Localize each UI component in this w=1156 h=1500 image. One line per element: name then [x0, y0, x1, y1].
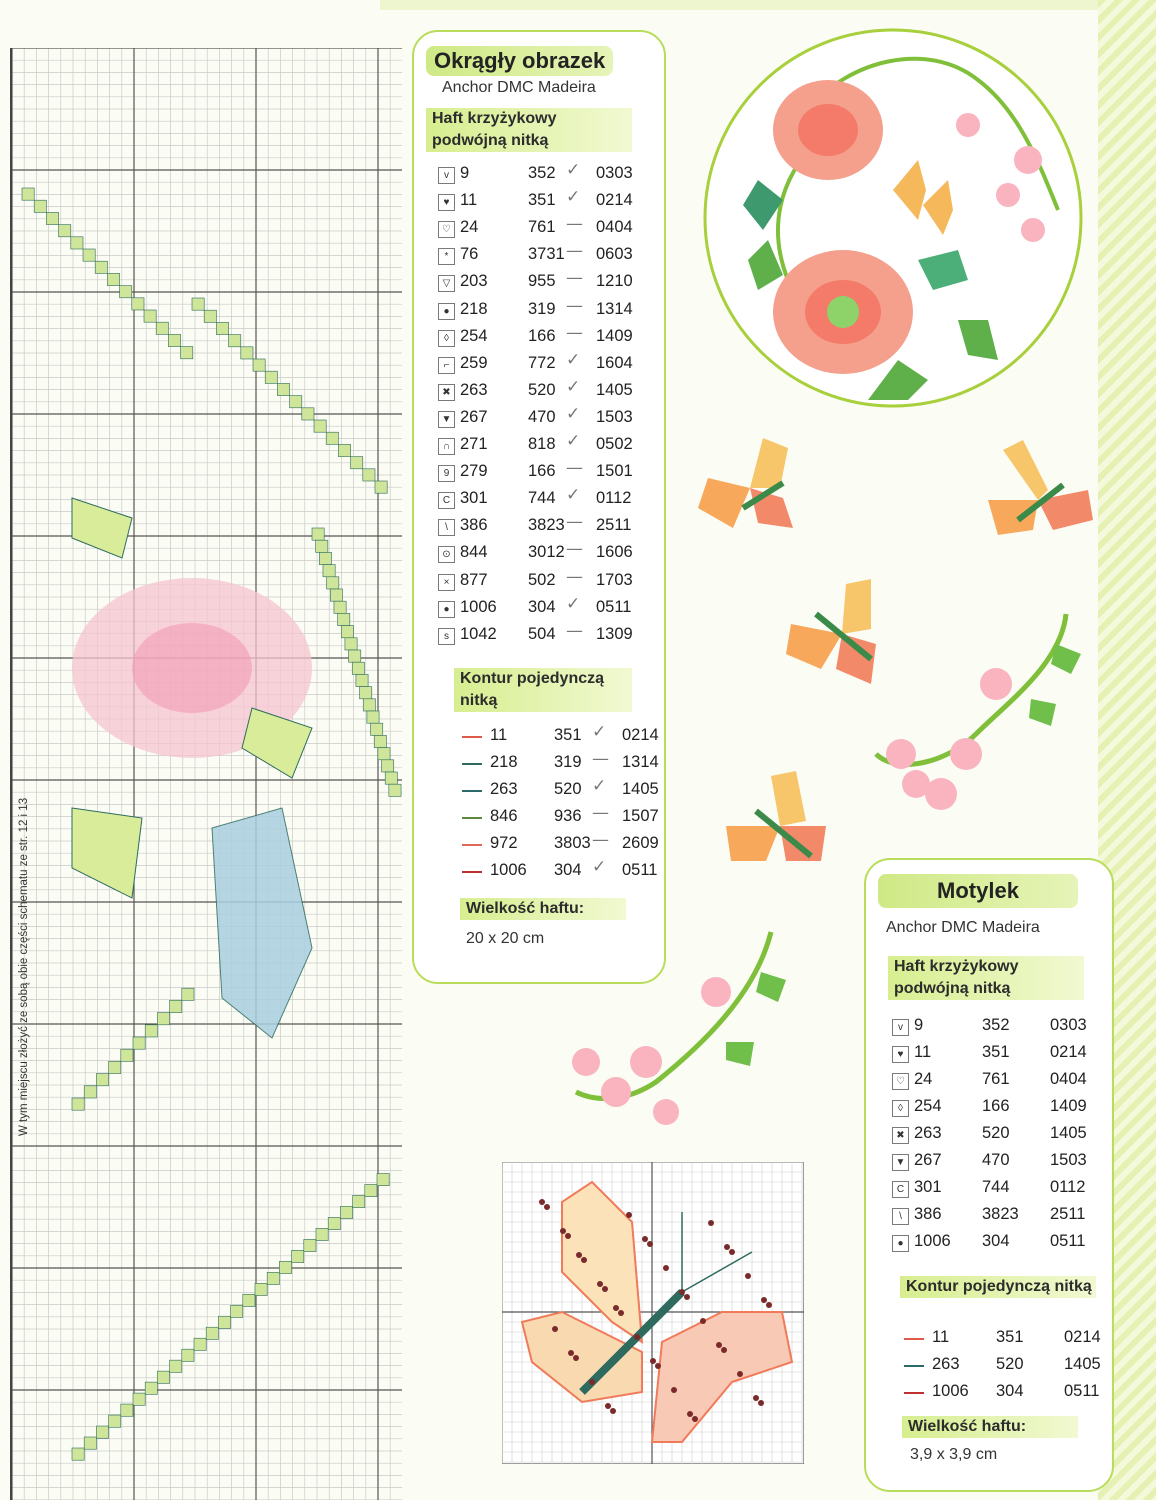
top-decor-strip	[380, 0, 1156, 10]
dmc-code: 520	[554, 780, 582, 798]
madeira-code: 0511	[622, 861, 658, 879]
madeira-code: 1314	[596, 299, 633, 318]
outline-row	[462, 857, 672, 887]
symbol-swatch: ●	[892, 1235, 909, 1252]
outline-row	[462, 722, 672, 752]
anchor-code: 11	[460, 191, 478, 210]
outline-row	[462, 776, 672, 806]
legend-row	[892, 1043, 1092, 1069]
legend-row	[438, 241, 638, 271]
madeira-code: 0603	[596, 245, 633, 264]
check-mark: —	[592, 830, 609, 850]
madeira-code: 2609	[622, 834, 659, 852]
anchor-code: 301	[460, 489, 488, 508]
legend-row	[438, 160, 638, 190]
dmc-code: 818	[528, 435, 556, 453]
anchor-code: 9	[914, 1016, 924, 1034]
legend-row	[438, 322, 638, 353]
dmc-code: 351	[982, 1043, 1010, 1061]
madeira-code: 0214	[1064, 1328, 1101, 1346]
symbol-swatch: ♡	[438, 221, 455, 238]
anchor-code: 386	[460, 516, 488, 535]
madeira-code: 1405	[1050, 1124, 1087, 1142]
madeira-code: 0404	[596, 218, 633, 237]
symbol-swatch: \	[892, 1208, 909, 1225]
legend-row	[438, 214, 638, 244]
legend-row	[438, 512, 638, 542]
check-mark: —	[566, 620, 583, 641]
symbol-swatch: ●	[438, 601, 455, 618]
butterfly-motif-1	[688, 428, 820, 550]
legend-row	[892, 1097, 1092, 1123]
thread-line-swatch	[904, 1392, 924, 1394]
legend-row	[892, 1016, 1092, 1042]
anchor-code: 218	[490, 753, 518, 771]
madeira-code: 1703	[596, 570, 633, 589]
madeira-code: 0511	[596, 597, 632, 616]
anchor-code: 279	[460, 462, 488, 481]
symbol-swatch: ●	[438, 303, 455, 320]
anchor-code: 844	[460, 543, 488, 562]
anchor-code: 259	[460, 353, 488, 372]
outline-row	[904, 1328, 1114, 1354]
check-mark: —	[566, 458, 583, 479]
anchor-code: 1006	[490, 861, 527, 879]
symbol-swatch: \	[438, 519, 455, 536]
symbol-swatch: C	[892, 1181, 909, 1198]
check-mark: —	[592, 803, 609, 823]
size-value: 20 x 20 cm	[466, 930, 545, 947]
madeira-code: 0511	[1064, 1382, 1100, 1400]
legend-row	[438, 349, 638, 380]
dmc-code: 470	[982, 1151, 1010, 1169]
legend-row	[438, 295, 638, 326]
madeira-code: 1409	[596, 326, 633, 345]
symbol-swatch: 9	[438, 465, 455, 482]
thread-line-swatch	[462, 763, 482, 765]
madeira-code: 0303	[1050, 1016, 1087, 1034]
check-mark: ✓	[566, 403, 581, 424]
anchor-code: 267	[914, 1151, 942, 1169]
dmc-code: 3012	[528, 543, 565, 562]
card-title: Okrągły obrazek	[426, 46, 613, 76]
madeira-code: 0112	[1050, 1178, 1086, 1196]
legend-row	[438, 458, 638, 488]
card-title: Motylek	[878, 874, 1078, 908]
anchor-code: 1006	[932, 1382, 969, 1400]
anchor-code: 1006	[914, 1232, 951, 1250]
check-mark: ✓	[592, 857, 607, 877]
outline-row	[904, 1355, 1114, 1381]
madeira-code: 2511	[596, 516, 632, 535]
madeira-code: 0214	[622, 726, 659, 744]
dmc-code: 520	[996, 1355, 1024, 1373]
legend-row	[438, 620, 638, 651]
madeira-code: 0303	[596, 164, 633, 182]
anchor-code: 11	[490, 726, 508, 744]
symbol-swatch: ✖	[892, 1127, 909, 1144]
dmc-code: 166	[528, 462, 556, 481]
dmc-code: 744	[982, 1178, 1010, 1196]
legend-row	[438, 431, 638, 461]
madeira-code: 0214	[1050, 1043, 1087, 1061]
outline-heading: Kontur pojedynczą nitką	[900, 1276, 1096, 1298]
symbol-swatch: v	[438, 167, 455, 184]
symbol-swatch: ▼	[892, 1154, 909, 1171]
symbol-swatch: ×	[438, 574, 455, 591]
legend-row	[892, 1178, 1092, 1204]
check-mark: ✓	[566, 187, 581, 208]
check-mark: ✓	[566, 485, 581, 506]
legend-row	[892, 1151, 1092, 1177]
dmc-code: 352	[982, 1016, 1010, 1034]
brand-header: Anchor DMC Madeira	[442, 79, 596, 96]
side-note: W tym miejscu złożyć ze sobą obie części schematu ze str. 12 i 13	[18, 797, 30, 1136]
outline-row	[904, 1382, 1114, 1408]
anchor-code: 267	[460, 407, 488, 426]
madeira-code: 2511	[1050, 1205, 1086, 1223]
cross-stitch-heading: Haft krzyżykowy podwójną nitką	[888, 956, 1084, 1000]
check-mark: ✓	[566, 160, 581, 180]
butterfly-motif-4	[716, 766, 846, 882]
symbol-swatch: v	[892, 1019, 909, 1036]
dmc-code: 3823	[982, 1205, 1019, 1223]
madeira-code: 1606	[596, 543, 633, 562]
anchor-code: 1042	[460, 624, 497, 643]
anchor-code: 11	[932, 1328, 950, 1346]
madeira-code: 0404	[1050, 1070, 1087, 1088]
anchor-code: 301	[914, 1178, 942, 1196]
legend-row	[438, 566, 638, 597]
symbol-swatch: *	[438, 248, 455, 265]
dmc-code: 352	[528, 164, 556, 182]
anchor-code: 24	[914, 1070, 933, 1088]
madeira-code: 1314	[622, 753, 659, 771]
dmc-code: 304	[982, 1232, 1010, 1250]
check-mark: —	[566, 295, 583, 316]
madeira-code: 1501	[596, 462, 633, 481]
symbol-swatch: ♥	[438, 194, 455, 211]
outline-row	[462, 803, 672, 833]
thread-line-swatch	[904, 1338, 924, 1340]
check-mark: —	[566, 539, 583, 560]
dmc-code: 304	[528, 597, 556, 616]
dmc-code: 772	[528, 353, 556, 372]
dmc-code: 304	[996, 1382, 1024, 1400]
check-mark: ✓	[566, 431, 581, 451]
anchor-code: 11	[914, 1043, 932, 1061]
check-mark: —	[566, 241, 583, 262]
check-mark: —	[566, 322, 583, 343]
flower-branch-right	[856, 604, 1096, 840]
dmc-code: 761	[982, 1070, 1010, 1088]
anchor-code: 846	[490, 807, 518, 825]
symbol-swatch: ◊	[892, 1100, 909, 1117]
anchor-code: 263	[932, 1355, 960, 1373]
dmc-code: 166	[982, 1097, 1010, 1115]
check-mark: —	[592, 749, 609, 769]
check-mark: —	[566, 268, 583, 289]
legend-row	[438, 268, 638, 298]
madeira-code: 1409	[1050, 1097, 1087, 1115]
check-mark: ✓	[566, 349, 581, 370]
check-mark: —	[566, 512, 583, 533]
anchor-code: 1006	[460, 597, 497, 616]
butterfly-chart	[502, 1162, 804, 1464]
dmc-code: 351	[554, 726, 582, 744]
check-mark: ✓	[592, 776, 607, 796]
legend-row	[892, 1124, 1092, 1150]
dmc-code: 955	[528, 272, 556, 291]
madeira-code: 1405	[1064, 1355, 1101, 1373]
symbol-swatch: ▼	[438, 411, 455, 428]
anchor-code: 218	[460, 299, 488, 318]
symbol-swatch: ⊙	[438, 546, 455, 563]
symbol-swatch: ◊	[438, 330, 455, 347]
dmc-code: 761	[528, 218, 556, 237]
anchor-code: 254	[914, 1097, 942, 1115]
madeira-code: 1503	[1050, 1151, 1087, 1169]
outline-row	[462, 830, 672, 860]
legend-row	[438, 187, 638, 217]
dmc-code: 3823	[528, 516, 565, 535]
madeira-code: 1210	[596, 272, 633, 291]
dmc-code: 3731	[528, 245, 565, 264]
check-mark: ✓	[592, 722, 607, 742]
dmc-code: 304	[554, 861, 582, 879]
thread-line-swatch	[462, 871, 482, 873]
round-embroidery-image	[688, 20, 1098, 414]
symbol-swatch: ▽	[438, 275, 455, 292]
outline-row	[462, 749, 672, 779]
check-mark: —	[566, 566, 583, 587]
legend-row	[438, 403, 638, 434]
dmc-code: 470	[528, 407, 556, 426]
anchor-code: 254	[460, 326, 488, 345]
dmc-code: 504	[528, 624, 556, 643]
size-value: 3,9 x 3,9 cm	[910, 1446, 998, 1463]
anchor-code: 263	[460, 380, 488, 399]
dmc-code: 520	[982, 1124, 1010, 1142]
symbol-swatch: s	[438, 628, 455, 645]
legend-okragly	[412, 30, 666, 984]
legend-row	[438, 539, 638, 569]
legend-motylek	[864, 858, 1114, 1492]
check-mark: ✓	[566, 593, 581, 614]
dmc-code: 744	[528, 489, 556, 508]
thread-line-swatch	[462, 736, 482, 738]
thread-line-swatch	[462, 817, 482, 819]
legend-row	[438, 376, 638, 407]
pattern-chart-large	[10, 48, 402, 1500]
dmc-code: 319	[554, 753, 582, 771]
dmc-code: 520	[528, 380, 556, 399]
dmc-code: 166	[528, 326, 556, 345]
anchor-code: 877	[460, 570, 488, 589]
anchor-code: 24	[460, 218, 479, 237]
legend-row	[892, 1205, 1092, 1231]
anchor-code: 263	[490, 780, 518, 798]
dmc-code: 3803	[554, 834, 591, 852]
legend-row	[892, 1070, 1092, 1096]
symbol-swatch: C	[438, 492, 455, 509]
symbol-swatch: ✖	[438, 384, 455, 401]
madeira-code: 0502	[596, 435, 633, 453]
madeira-code: 1604	[596, 353, 633, 372]
pattern-grid	[12, 48, 402, 1500]
butterfly-motif-2	[978, 440, 1110, 550]
madeira-code: 1405	[622, 780, 659, 798]
madeira-code: 1507	[622, 807, 659, 825]
madeira-code: 0511	[1050, 1232, 1086, 1250]
legend-row	[438, 485, 638, 515]
dmc-code: 319	[528, 299, 556, 318]
flower-branch-left	[556, 912, 794, 1150]
legend-row	[892, 1232, 1092, 1258]
brand-header: Anchor DMC Madeira	[886, 919, 1040, 936]
check-mark: —	[566, 214, 583, 235]
size-heading: Wielkość haftu:	[902, 1416, 1078, 1438]
cross-stitch-heading: Haft krzyżykowy podwójną nitką	[426, 108, 632, 152]
anchor-code: 263	[914, 1124, 942, 1142]
madeira-code: 0112	[596, 489, 632, 508]
symbol-swatch: ⌐	[438, 357, 455, 374]
anchor-code: 972	[490, 834, 518, 852]
madeira-code: 1405	[596, 380, 633, 399]
anchor-code: 271	[460, 435, 488, 453]
dmc-code: 351	[996, 1328, 1024, 1346]
thread-line-swatch	[904, 1365, 924, 1367]
anchor-code: 203	[460, 272, 488, 291]
madeira-code: 0214	[596, 191, 633, 210]
check-mark: ✓	[566, 376, 581, 397]
madeira-code: 1503	[596, 407, 633, 426]
dmc-code: 351	[528, 191, 556, 210]
outline-heading: Kontur pojedynczą nitką	[454, 668, 632, 712]
size-heading: Wielkość haftu:	[460, 898, 626, 920]
madeira-code: 1309	[596, 624, 633, 643]
dmc-code: 502	[528, 570, 556, 589]
symbol-swatch: ∩	[438, 438, 455, 455]
dmc-code: 936	[554, 807, 582, 825]
anchor-code: 76	[460, 245, 479, 264]
anchor-code: 386	[914, 1205, 942, 1223]
anchor-code: 9	[460, 164, 470, 182]
thread-line-swatch	[462, 844, 482, 846]
thread-line-swatch	[462, 790, 482, 792]
symbol-swatch: ♥	[892, 1046, 909, 1063]
legend-row	[438, 593, 638, 624]
symbol-swatch: ♡	[892, 1073, 909, 1090]
